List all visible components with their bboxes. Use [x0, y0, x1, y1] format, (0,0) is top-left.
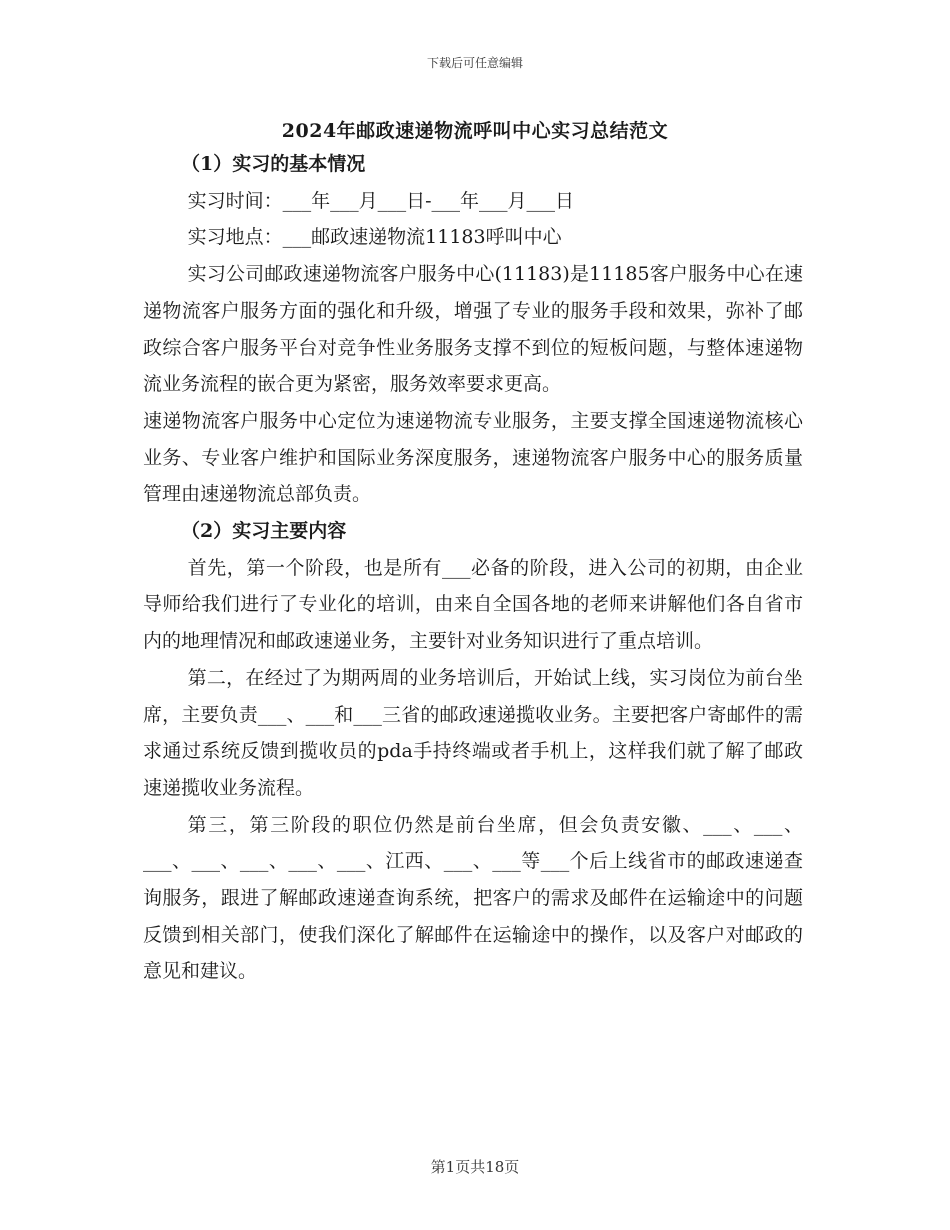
section-heading-2: （2）实习主要内容	[181, 520, 347, 543]
paragraph: 第二，在经过了为期两周的业务培训后，开始试上线，实习岗位为前台坐席，主要负责___、___和___三省的邮政速递揽收业务。主要把客户寄邮件的需求通过系统反馈到揽收员的pda手持终端或者手机上，这样我们就了解了邮政速递揽收业务流程。	[143, 666, 803, 799]
paragraph: 第三，第三阶段的职位仍然是前台坐席，但会负责安徽、___、___、___、___、___、___、___、江西、___、___等___个后上线省市的邮政速递查询服务，跟进了解邮政速递查询系统，把客户的需求及邮件在运输途中的问题反馈到相关部门，使我们深化了解邮件在运输途中的操作，以及客户对邮政的意见和建议。	[143, 813, 803, 983]
header-note: 下载后可任意编辑	[426, 56, 523, 70]
paragraph: 速递物流客户服务中心定位为速递物流专业服务，主要支撑全国速递物流核心业务、专业客户维护和国际业务深度服务，速递物流客户服务中心的服务质量管理由速递物流总部负责。	[143, 409, 803, 506]
document-body	[143, 146, 803, 990]
page-number: 第1页共18页	[430, 1158, 520, 1176]
paragraph: 实习公司邮政速递物流客户服务中心(11183)是11185客户服务中心在速递物流客户服务方面的强化和升级，增强了专业的服务手段和效果，弥补了邮政综合客户服务平台对竞争性业务服务支撑不到位的短板问题，与整体速递物流业务流程的嵌合更为紧密，服务效率要求更高。	[143, 263, 803, 396]
internship-time: 实习时间：___年___月___日-___年___月___日	[187, 189, 575, 212]
internship-place: 实习地点：___邮政速递物流11183呼叫中心	[187, 226, 562, 249]
section-heading-1: （1）实习的基本情况	[181, 153, 366, 175]
paragraph: 首先，第一个阶段，也是所有___必备的阶段，进入公司的初期，由企业导师给我们进行了专业化的培训，由来自全国各地的老师来讲解他们各自省市内的地理情况和邮政速递业务，主要针对业务知识进行了重点培训。	[143, 556, 803, 653]
page-title: 2024年邮政速递物流呼叫中心实习总结范文	[281, 120, 669, 142]
